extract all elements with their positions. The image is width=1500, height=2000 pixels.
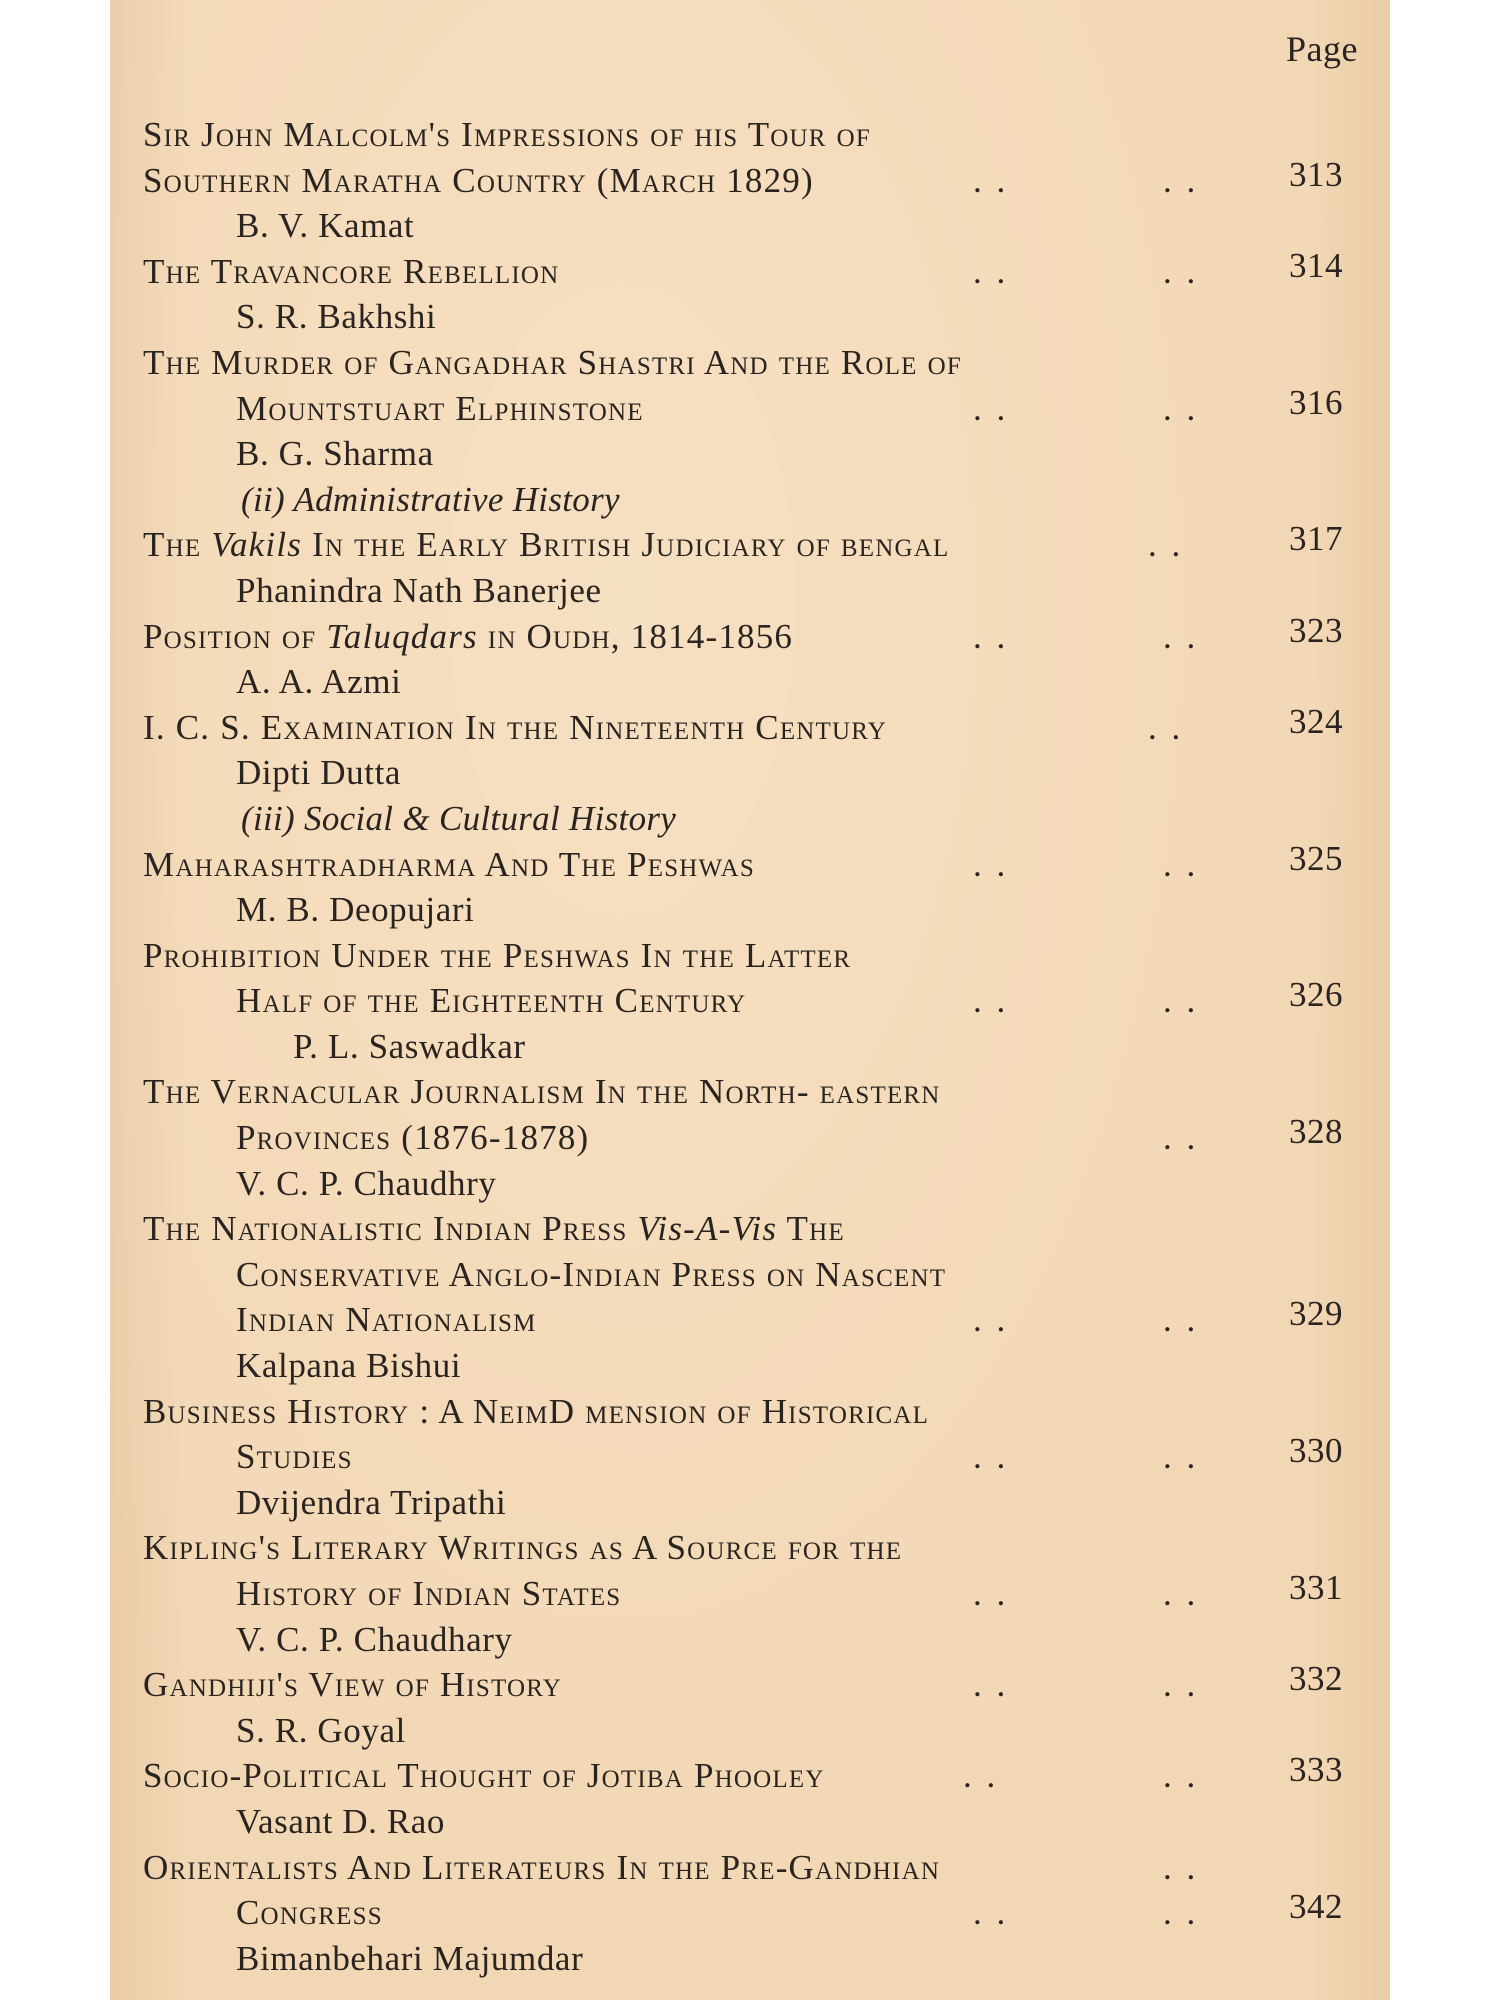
toc-entry-author: Kalpana Bishui [236,1346,462,1386]
page-column-header: Page [1286,29,1358,69]
toc-entry-title-line: Indian Nationalism . . . . 329 [143,1297,1373,1343]
page-number: 333 [1289,1750,1343,1790]
toc-entry-title-line: Conservative Anglo-Indian Press on Nascent [236,1254,947,1294]
section-heading: (iii) Social & Cultural History [241,798,677,838]
page-number: 329 [1289,1294,1343,1334]
dot-leader: . . [1163,981,1199,1021]
toc-entry-title-line: Orientalists And Literateurs In the Pre-Gandhian . . [143,1845,1373,1891]
dot-leader: . . [1148,525,1184,565]
dot-leader: . . [1148,707,1184,747]
page-number: 325 [1289,838,1343,878]
dot-leader: . . [1163,1756,1199,1796]
toc-entry-title-line: Position of Taluqdars in Oudh, 1814-1856 . . . . 323 [143,614,1373,660]
dot-leader: . . [1163,1437,1199,1477]
toc-entry-title-line: The Vakils In the Early British Judiciary of bengal . . 317 [143,522,1373,568]
section-heading: (ii) Administrative History [241,479,620,519]
toc-entry-title-line: Mountstuart Elphinstone . . . . 316 [143,386,1373,432]
page-number: 317 [1289,519,1343,559]
page-number: 324 [1289,701,1343,741]
toc-entry-author: V. C. P. Chaudhry [236,1163,497,1203]
toc-entry-author: Bimanbehari Majumdar [236,1938,584,1978]
toc-entry-author: Dvijendra Tripathi [236,1482,507,1522]
toc-entry-author: A. A. Azmi [236,662,402,702]
dot-leader: . . [973,1665,1009,1705]
dot-leader: . . [1163,160,1199,200]
dot-leader: . . [973,616,1009,656]
toc-entry-title-line: Business History : A NeiмD mension of Historical [143,1391,930,1431]
page-number: 323 [1289,610,1343,650]
toc-entry-author: P. L. Saswadkar [293,1026,526,1066]
toc-entry-author: S. R. Bakhshi [236,297,437,337]
toc-entry-title-line: Provinces (1876-1878) . . 328 [143,1115,1373,1161]
toc-entry-title-line: The Nationalistic Indian Press Vis-A-Vis The [143,1209,845,1249]
toc-entry-author: Dipti Dutta [236,753,402,793]
page-number: 331 [1289,1568,1343,1607]
toc-entry-title-line: The Murder of Gangadhar Shastri And the Role of [143,342,962,382]
toc-entry-title-line: Maharashtradharma And The Peshwas . . . . 325 [143,842,1373,888]
toc-entry-title-line: The Vernacular Journalism In the North- eastern [143,1072,941,1112]
toc-entry-author: M. B. Deopujari [236,890,475,930]
dot-leader: . . [1163,1300,1199,1340]
dot-leader: . . [973,1437,1009,1477]
toc-entry-author: B. V. Kamat [236,206,415,246]
toc-entry-title-line: History of Indian States . . . . 331 [143,1571,1373,1617]
toc-entry-title-line: Prohibition Under the Peshwas In the Latter [143,935,852,975]
dot-leader: . . [973,1574,1009,1613]
toc-entry-title-line: Congress . . . . 342 [143,1890,1373,1936]
dot-leader: . . [973,1300,1009,1340]
dot-leader: . . [1163,251,1199,291]
dot-leader: . . [1163,388,1199,428]
toc-entry-title-line: Half of the Eighteenth Century . . . . 326 [143,978,1373,1024]
dot-leader: . . [1163,616,1199,656]
dot-leader: . . [1163,1665,1199,1705]
toc-entry-title-line: Gandhiji's View of History . . . . 332 [143,1662,1373,1708]
toc-entry-author: S. R. Goyal [236,1710,406,1750]
page-number: 328 [1289,1112,1343,1152]
page-number: 316 [1289,382,1343,422]
dot-leader: . . [1163,1847,1199,1887]
dot-leader: . . [1163,844,1199,884]
toc-entry-title-line: Studies . . . . 330 [143,1434,1373,1480]
toc-entry-title-line: Southern Maratha Country (March 1829) . . . . 313 [143,158,1373,204]
dot-leader: . . [973,1893,1009,1933]
dot-leader: . . [973,844,1009,884]
dot-leader: . . [973,388,1009,428]
table-of-contents [143,112,1373,1981]
toc-entry-title-line: Socio-Political Thought of Jotiba Phooley . . . . 333 [143,1753,1373,1799]
dot-leader: . . [1163,1118,1199,1158]
page-number: 342 [1289,1887,1343,1927]
page-number: 326 [1289,975,1343,1015]
toc-entry-author: Phanindra Nath Banerjee [236,570,602,610]
dot-leader: . . [1163,1574,1199,1613]
toc-entry-title-line: Sir John Malcolm's Impressions of his Tour of [143,115,871,154]
page-number: 313 [1289,154,1343,194]
dot-leader: . . [973,251,1009,291]
page-number: 330 [1289,1431,1343,1471]
toc-entry-title-line: The Travancore Rebellion . . . . 314 [143,249,1373,295]
page-number: 314 [1289,245,1343,285]
page-number: 332 [1289,1659,1343,1699]
toc-entry-author: V. C. P. Chaudhary [236,1619,513,1659]
toc-entry-author: B. G. Sharma [236,434,434,474]
book-page [110,0,1390,2000]
toc-entry-author: Vasant D. Rao [236,1801,446,1841]
dot-leader: . . [1163,1893,1199,1933]
dot-leader: . . [973,981,1009,1021]
dot-leader: . . [963,1756,999,1796]
toc-entry-title-line: I. C. S. Examination In the Nineteenth Century . . 324 [143,705,1373,751]
dot-leader: . . [973,160,1009,200]
toc-entry-title-line: Kipling's Literary Writings as A Source for the [143,1528,903,1568]
